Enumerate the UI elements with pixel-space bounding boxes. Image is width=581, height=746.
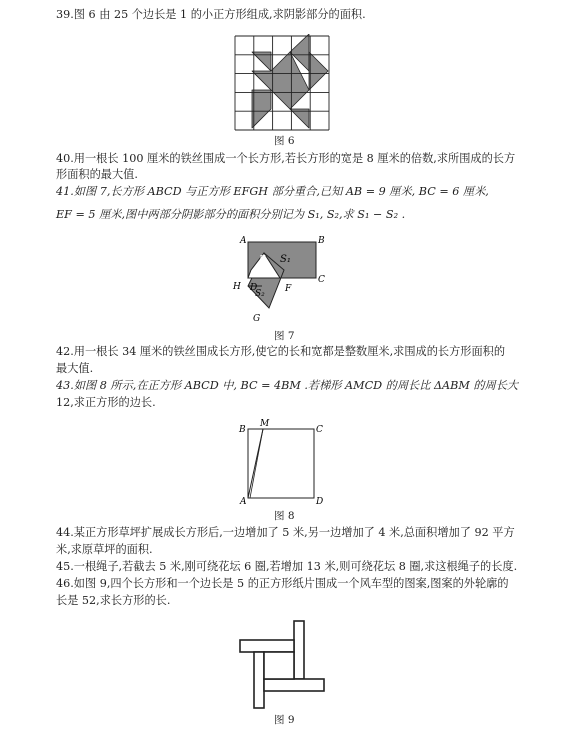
problem-41-line-1: 41.如图 7,长方形 ABCD 与正方形 EFGH 部分重合,已知 AB = 9 厘米, BC = 6 厘米, [56,185,489,198]
figure-7 [222,230,332,330]
figure-7-caption: 图 7 [274,330,295,342]
fig7-label-g: G [253,314,261,324]
problem-39-text: 39.图 6 由 25 个边长是 1 的小正方形组成,求阴影部分的面积. [56,8,366,21]
fig8-label-b: B [239,425,246,435]
fig8-segment-am-2 [250,429,263,498]
fig9-rect-right [264,679,324,691]
fig7-label-d: D [250,283,258,293]
figure-9-caption: 图 9 [274,714,295,726]
problem-44-line-2: 米,求原草坪的面积. [56,543,153,556]
fig6-shaded-bottom-right [290,109,309,128]
problem-43-line-1: 43.如图 8 所示,在正方形 ABCD 中, BC = 4BM .若梯形 AMCD 的周长比 ΔABM 的周长大 [56,379,519,392]
fig8-square-abcd [248,429,314,498]
fig8-label-m: M [260,419,270,429]
problem-42-line-1: 42.用一根长 34 厘米的铁丝围成长方形,使它的长和宽都是整数厘米,求围成的长方形面积的 [56,345,506,358]
problem-44-line-1: 44.某正方形草坪扩展成长方形后,一边增加了 5 米,另一边增加了 4 米,总面积增加了 92 平方 [56,526,515,539]
fig9-rect-bottom [254,652,264,708]
fig9-center-square [264,652,294,679]
problem-40-line-2: 形面积的最大值. [56,168,138,181]
figure-6 [233,34,333,134]
fig7-label-s1: S₁ [280,254,291,265]
figure-8 [236,418,328,506]
fig7-label-e: E [259,255,266,265]
problem-40-line-1: 40.用一根长 100 厘米的铁丝围成一个长方形,若长方形的宽是 8 厘米的倍数,求所围成的长方 [56,152,516,165]
figure-6-caption: 图 6 [274,135,295,147]
fig7-label-c: C [318,275,325,285]
fig8-label-d: D [316,497,324,506]
problem-45-text: 45.一根绳子,若截去 5 米,刚可绕花坛 6 圈,若增加 13 米,则可绕花坛 8 圈,求这根绳子的长度. [56,560,518,573]
figure-9 [232,618,328,710]
problem-43-line-2: 12,求正方形的边长. [56,396,156,409]
fig7-label-h: H [233,282,241,292]
problem-41-line-2: EF = 5 厘米,图中两部分阴影部分的面积分别记为 S₁, S₂,求 S₁ − S₂ . [56,208,406,221]
fig6-shaded-bottom-left [252,90,271,128]
problem-46-line-2: 长是 52,求长方形的长. [56,594,171,607]
fig7-label-s2: S₂ [255,289,265,299]
problem-46-line-1: 46.如图 9,四个长方形和一个边长是 5 的正方形纸片围成一个风车型的图案,图案的外轮廓的 [56,577,509,590]
fig7-label-b: B [318,236,325,246]
fig8-label-c: C [316,425,323,435]
fig7-label-a: A [240,236,247,246]
fig9-rect-top [294,621,304,679]
figure-8-caption: 图 8 [274,510,295,522]
problem-42-line-2: 最大值. [56,362,94,375]
fig7-label-f: F [285,284,292,294]
fig6-shaded-right [309,52,328,90]
fig9-rect-left [240,640,294,652]
fig8-label-a: A [240,497,247,506]
